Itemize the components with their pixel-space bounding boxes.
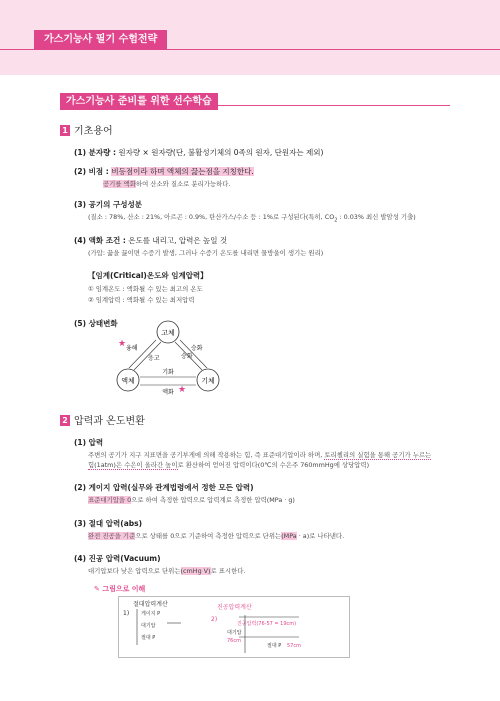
part2-heading <box>60 412 145 427</box>
item-molecular-weight <box>74 147 323 158</box>
sketch-label: 절대 P <box>267 643 282 649</box>
plain-text: 로 환산하여 얻어진 압력이다(0℃의 수은주 760mmHg에 상당압력) <box>177 460 370 469</box>
air-composition-text <box>88 213 416 225</box>
pencil-icon: ✎ <box>94 585 100 593</box>
item-state-change: (5) 상태변화 <box>74 319 118 328</box>
evap-label: 기화 <box>162 369 174 376</box>
handwritten-sketch-image <box>118 596 350 658</box>
highlight-text: 완전 진공을 기준 <box>88 532 136 540</box>
freeze-label: 응고 <box>148 355 160 362</box>
gas-label: 기체 <box>201 377 215 385</box>
item-desc-highlight: 비등점이라 하며 액체의 끓는점을 지칭한다. <box>111 167 254 176</box>
part1-title: 기초용어 <box>74 126 113 137</box>
item-vacuum-pressure: (4) 진공 압력(Vacuum) <box>74 554 161 563</box>
plain-text: 으로 상태를 0으로 기준하여 측정한 압력으로 단위는 <box>135 532 282 540</box>
liquid-label: 액체 <box>121 377 135 385</box>
sketch-title: 절대압력계산 <box>133 601 168 608</box>
sketch-label: 진공압력(76-57 = 19cm) <box>237 621 297 627</box>
sketch-title: 진공압력계산 <box>217 604 252 611</box>
item-desc: 온도를 내리고, 압력은 높일 것 <box>125 236 228 245</box>
gauge-pressure-text <box>88 496 295 505</box>
section-title: 가스기능사 준비를 위한 선수학습 <box>60 93 218 110</box>
solid-label: 고체 <box>161 329 175 337</box>
subscript: 2 <box>334 217 338 224</box>
critical-pressure: ② 임계압력 : 액화될 수 있는 최저압력 <box>88 296 195 304</box>
item-gauge-pressure: (2) 게이지 압력(실무와 관계법령에서 정한 모든 압력) <box>74 483 254 492</box>
plain-text: · a)로 나타낸다. <box>296 532 345 540</box>
plain-text: : 0.03% 최신 발암성 기출) <box>337 213 416 221</box>
melt-label: 융해 <box>126 345 138 352</box>
highlight-text: 공기를 액화 <box>103 180 136 188</box>
item-desc: 원자량 × 원자량(단, 불활성기체의 0족의 원자, 단원자는 제외) <box>116 148 324 157</box>
item-pressure: (1) 압력 <box>74 438 104 447</box>
sketch-label: 1) <box>123 610 130 617</box>
sketch-label: 절대 P <box>141 635 156 641</box>
part2-title: 압력과 온도변환 <box>74 416 145 427</box>
section-title-bar <box>60 89 450 106</box>
vacuum-pressure-text <box>88 567 245 576</box>
item-boiling-point <box>74 166 254 177</box>
pressure-text <box>88 451 434 470</box>
part1-number: 1 <box>60 125 70 136</box>
sketch-label: 게이지 P <box>141 611 161 617</box>
critical-temp: ① 임계온도 : 액화될 수 있는 최고의 온도 <box>88 285 203 293</box>
sketch-label: 대기압 <box>227 630 242 636</box>
plain-text: 주변의 공기가 지구 지표면을 공기부게에 의해 작용하는 힘, 즉 표준대기압이라 하며, <box>88 451 325 459</box>
item-label: (4) 액화 조건 : <box>74 236 126 245</box>
part2-number: 2 <box>60 415 70 426</box>
critical-heading: 【임계(Critical)온도와 임계압력】 <box>88 271 208 280</box>
liquefaction-note: (가압: 꿇을 끓이면 수증기 발생, 그러나 수증기 온도를 내리면 물방울이 생기는 원리) <box>88 249 324 257</box>
underlined-text: 토리첼리의 실험을 통해 공기가 누르는 힘(1atm)은 수은이 올라간 높이 <box>88 451 432 469</box>
highlight-text: 표준대기압을 0 <box>88 496 132 504</box>
star-icon: ★ <box>118 339 127 349</box>
cond-label: 액화 <box>162 389 174 396</box>
state-change-diagram <box>108 318 228 398</box>
highlight-text: (MPa <box>281 532 297 540</box>
item-label: (2) 비점 : <box>74 167 109 176</box>
item-liquefaction <box>74 235 227 246</box>
item-label: (1) 분자량 : <box>74 148 117 157</box>
plain-text: 하여 산소와 질소로 분리가능하다. <box>135 180 231 188</box>
item-air-composition: (3) 공기의 구성성분 <box>74 200 143 209</box>
figure-label-text: 그림으로 이해 <box>102 585 146 593</box>
sketch-label: 2) <box>211 616 218 623</box>
header-tab: 가스기능사 필기 수험전략 <box>34 30 167 50</box>
plain-text: (질소 : 78%, 산소 : 21%, 아르곤 : 0.9%, 탄산가스/수소 등 : 1%로 구성된다(특히, CO <box>88 213 335 221</box>
sublimation-label: 승화 <box>191 345 203 352</box>
sublimation-label: 승화 <box>181 353 193 360</box>
plain-text: 으로 하여 측정한 압력으로 압력계로 측정한 압력(MPa · g) <box>131 496 295 504</box>
plain-text: 대기압보다 낮은 압력으로 단위는 <box>88 567 181 575</box>
absolute-pressure-text <box>88 532 344 541</box>
pressure-sketch <box>119 597 351 659</box>
plain-text: 로 표시한다. <box>210 567 246 575</box>
figure-label <box>94 584 145 594</box>
boiling-point-line2 <box>103 180 230 189</box>
star-icon: ★ <box>178 385 187 395</box>
item-absolute-pressure: (3) 절대 압력(abs) <box>74 519 143 528</box>
sketch-label: 57cm <box>287 643 301 649</box>
sketch-label: 76cm <box>227 638 241 644</box>
highlight-text: (cmHg V) <box>180 567 211 575</box>
sketch-label: 대기압 <box>141 623 156 629</box>
part1-heading <box>60 122 113 137</box>
